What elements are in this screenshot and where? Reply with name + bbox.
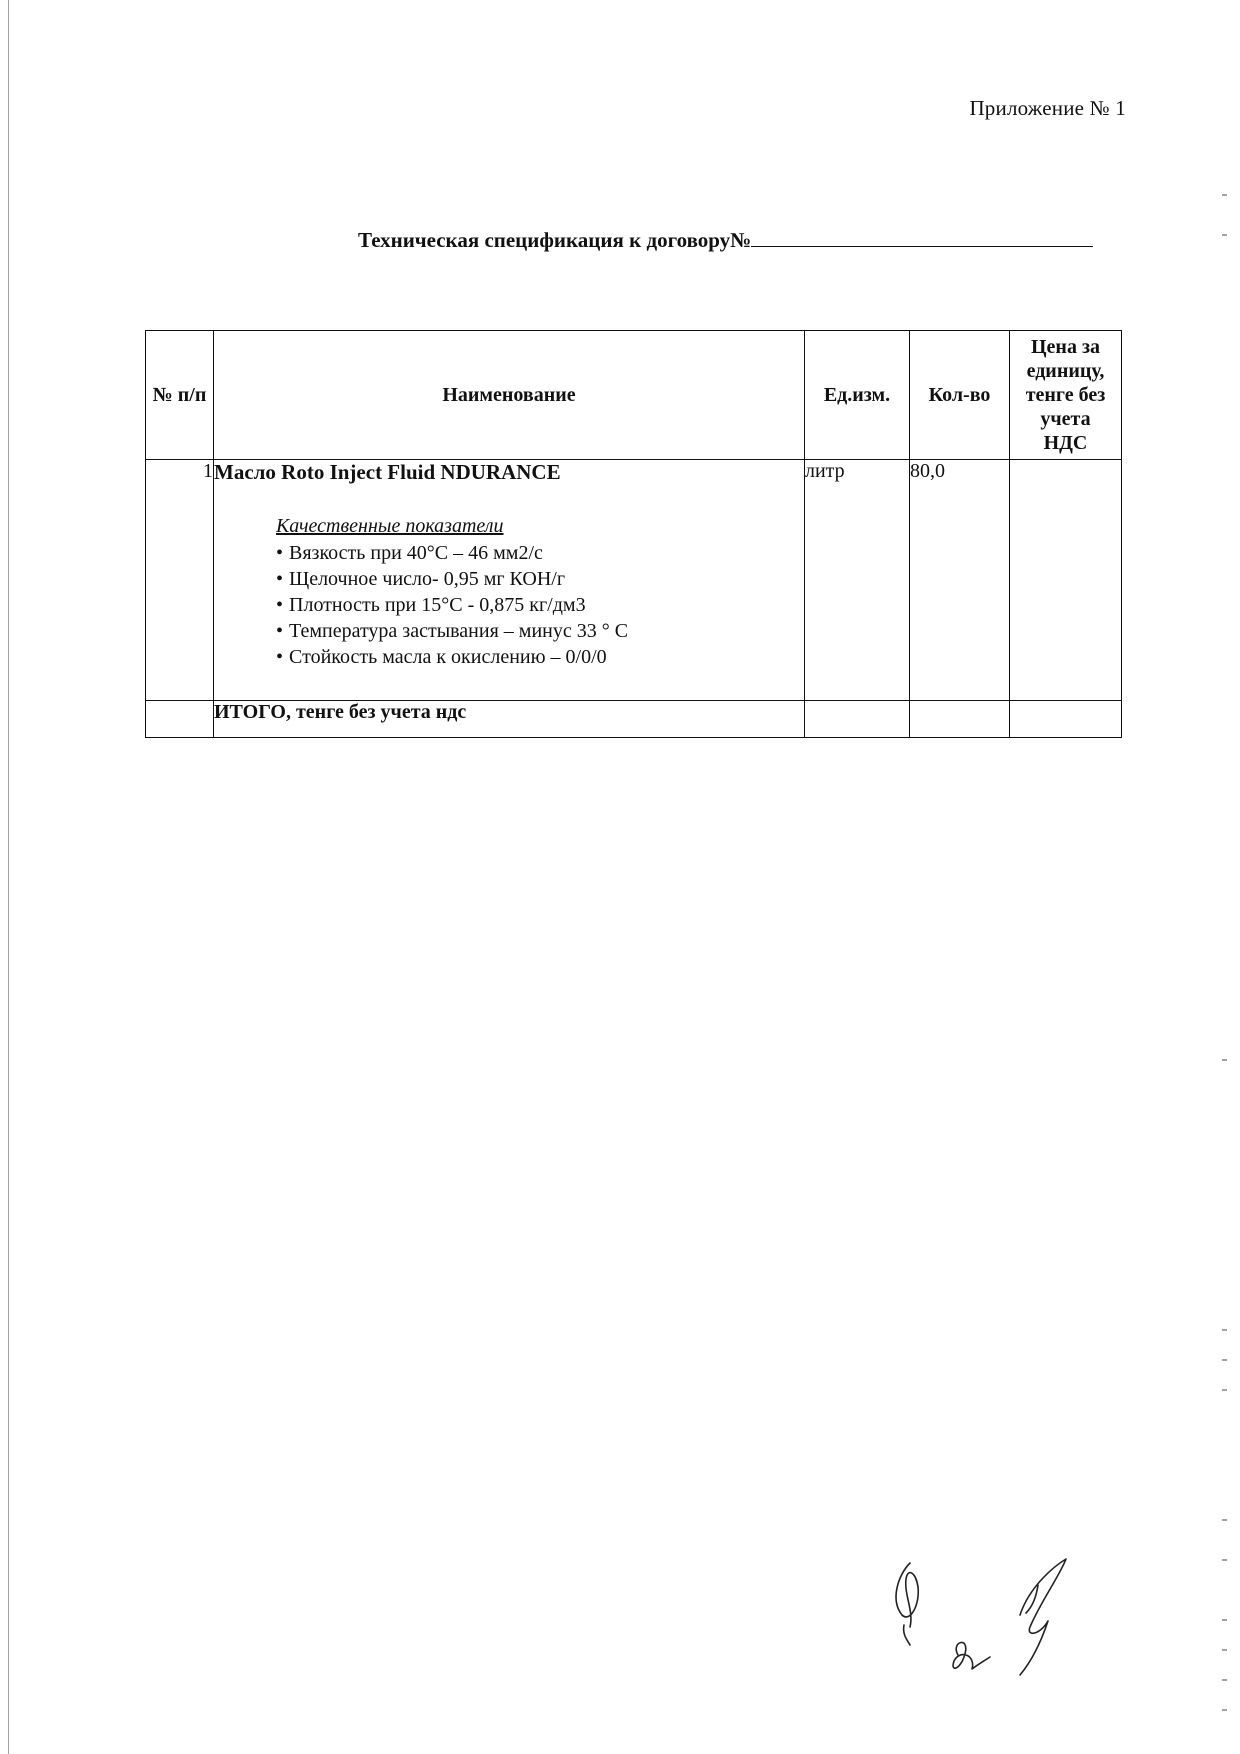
total-num-cell xyxy=(146,701,214,738)
property-item: • Плотность при 15°С - 0,875 кг/дм3 xyxy=(276,592,804,618)
property-item: • Стойкость масла к окислению – 0/0/0 xyxy=(276,644,804,670)
property-item: • Температура застывания – минус 33 ° С xyxy=(276,618,804,644)
total-unit-cell xyxy=(805,701,910,738)
quality-indicators-heading: Качественные показатели xyxy=(276,515,504,537)
row-num: 1 xyxy=(146,460,214,701)
header-price-line: учета xyxy=(1040,408,1091,430)
property-item: • Щелочное число- 0,95 мг КОН/г xyxy=(276,566,804,592)
header-price-line: тенге без xyxy=(1025,384,1106,406)
header-price-line: НДС xyxy=(1043,432,1088,454)
appendix-label: Приложение № 1 xyxy=(969,96,1126,120)
table-header-row xyxy=(146,331,1122,460)
total-price-cell xyxy=(1010,701,1122,738)
total-label: ИТОГО, тенге без учета ндс xyxy=(214,701,805,738)
header-price-line: единицу, xyxy=(1026,360,1105,382)
specification-table xyxy=(145,330,1122,738)
header-price xyxy=(1010,331,1122,460)
scan-edge-line xyxy=(8,0,9,1754)
signature-icon xyxy=(880,1545,1120,1685)
contract-number-blank xyxy=(751,228,1093,247)
document-title xyxy=(358,228,1093,253)
header-num xyxy=(146,331,214,460)
product-name: Масло Roto Inject Fluid NDURANCE xyxy=(214,460,561,484)
scan-edge-marks xyxy=(1218,0,1228,1754)
header-qty: Кол-во xyxy=(910,331,1010,460)
row-name xyxy=(214,460,805,701)
header-num-text: № п/п xyxy=(152,383,207,406)
property-list xyxy=(276,540,804,670)
table-row xyxy=(146,460,1122,701)
title-text: Техническая спецификация к договору№ xyxy=(358,228,752,252)
header-price-line: Цена за xyxy=(1031,336,1100,358)
property-item: • Вязкость при 40°С – 46 мм2/с xyxy=(276,540,804,566)
total-qty-cell xyxy=(910,701,1010,738)
row-price xyxy=(1010,460,1122,701)
row-qty: 80,0 xyxy=(910,460,1010,701)
header-unit: Ед.изм. xyxy=(805,331,910,460)
row-unit: литр xyxy=(805,460,910,701)
total-row xyxy=(146,701,1122,738)
header-name: Наименование xyxy=(214,331,805,460)
